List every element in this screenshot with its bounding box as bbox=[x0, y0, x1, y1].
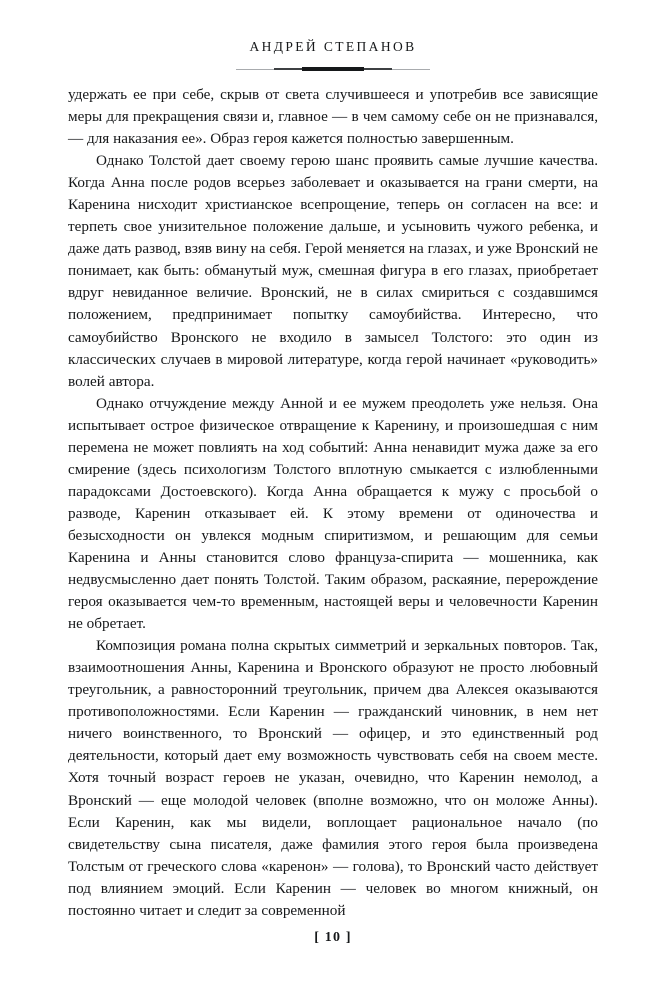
paragraph: удержать ее при себе, скрыв от света случившееся и употребив все зависящие меры для прекращения связи и, главное — в чем самому себе он не признавался, — для наказания ее». Образ героя кажется полностью завершенным. bbox=[68, 86, 598, 148]
divider-segment-left-thin bbox=[236, 69, 274, 70]
running-head bbox=[0, 38, 666, 56]
divider-segment-left-mid bbox=[274, 68, 302, 70]
running-head-author-name: АНДРЕЙ СТЕПАНОВ bbox=[249, 39, 417, 54]
page-number: [ 10 ] bbox=[314, 930, 352, 945]
paragraph: Композиция романа полна скрытых симметрий и зеркальных повторов. Так, взаимоотношения Анны, Каренина и Вронского образуют не просто любовный треугольник, а равносторонний треугольник, причем два Алексея оказываются противоположностями. Если Каренин — гражданский чиновник, в нем нет ничего воинственного, то Вронский — офицер, и это единственный род деятельности, который дает ему возможность чувствовать себя на своем месте. Хотя точный возраст героев не указан, очевидно, что Каренин немолод, а Вронский — еще молодой человек (вполне возможно, что он моложе Анны). Если Каренин, как мы видели, воплощает рациональное начало (по свидетельству сына писателя, даже фамилия этого героя была произведена Толстым от греческого слова «каренон» — голова), то Вронский часто действует под влиянием эмоций. Если Каренин — человек во многом книжный, он постоянно читает и следит за современной bbox=[68, 637, 598, 919]
ornamental-divider bbox=[0, 66, 666, 72]
paragraph: Однако отчуждение между Анной и ее мужем преодолеть уже нельзя. Она испытывает острое физическое отвращение к Каренину, и произошедшая с ним перемена не может повлиять на ход событий: Анна ненавидит мужа даже за его смирение (здесь психологизм Толстого вплотную смыкается с излюбленными парадоксами Достоевского). Когда Анна обращается к мужу с просьбой о разводе, Каренин отказывает ей. К этому времени от одиночества и безысходности он увлекся модным спиритизмом, и решающим для семьи Каренина и Анны становится слово француза-спирита — мошенника, как недвусмысленно дает понять Толстой. Таким образом, раскаяние, перерождение героя оказывается чем-то временным, настоящей веры и человечности Каренин не обретает. bbox=[68, 394, 598, 633]
divider-segment-center bbox=[302, 67, 364, 71]
divider-segment-right-mid bbox=[364, 68, 392, 70]
page-footer bbox=[0, 928, 666, 946]
divider-segment-right-thin bbox=[392, 69, 430, 70]
paragraph: Однако Толстой дает своему герою шанс проявить самые лучшие качества. Когда Анна после родов всерьез заболевает и оказывается на грани смерти, на Каренина нисходит христианское всепрощение, теперь он согласен на все: и терпеть свое унизительное положение дальше, и усыновить чужого ребенка, и даже дать развод, взяв вину на себя. Герой меняется на глазах, и уже Вронский не понимает, как быть: обманутый муж, смешная фигура в его глазах, приобретает вдруг невиданное величие. Вронский, не в силах смириться с создавшимся положением, предпринимает попытку самоубийства. Интересно, что самоубийство Вронского не входило в замысел Толстого: это один из классических случаев в мировой литературе, когда герой начинает «руководить» волей автора. bbox=[68, 152, 598, 390]
body-text-column bbox=[68, 84, 598, 922]
